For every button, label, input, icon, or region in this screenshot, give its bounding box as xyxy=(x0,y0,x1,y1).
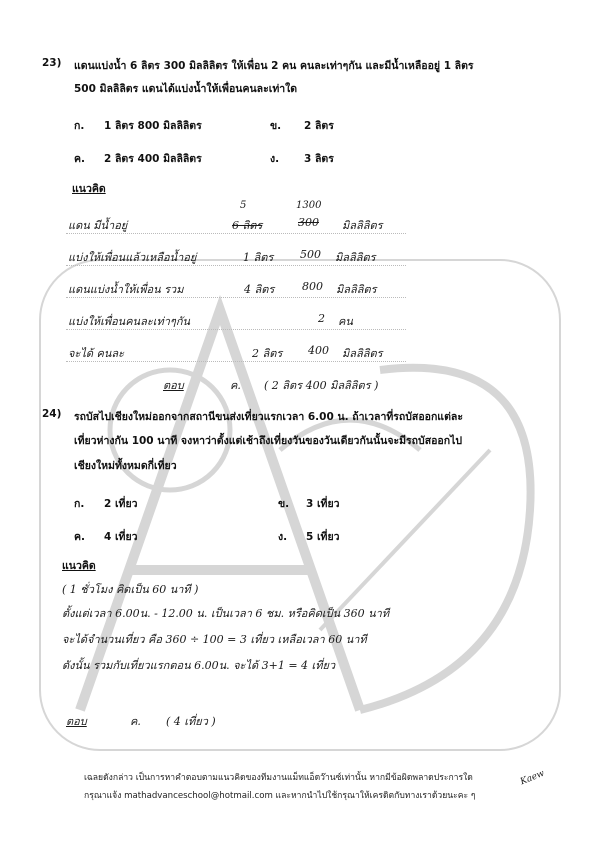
q23-row1-litres: 6 ลิตร xyxy=(232,219,263,232)
q23-option-b-letter: ข. xyxy=(270,120,282,132)
q24-option-c-text: 4 เที่ยว xyxy=(104,531,138,543)
q24-answer-label: ตอบ xyxy=(66,715,87,728)
q24-answer-text: ( 4 เที่ยว ) xyxy=(166,715,216,728)
q23-carry-millilitres: 1300 xyxy=(296,200,322,211)
q23-row1-ml-value: 300 xyxy=(298,216,319,229)
q23-row2-ml-value: 500 xyxy=(300,248,321,261)
footer-disclaimer-line-1: เฉลยดังกล่าว เป็นการหาคำตอบตามแนวคิดของทีมงานแม็ทแอ็ดว๊านซ์เท่านั้น หากมีข้อผิดพลาดประการใด xyxy=(84,773,473,783)
q23-method-heading: แนวคิด xyxy=(72,183,106,195)
question-24-number: 24) xyxy=(42,408,62,420)
q24-option-d-text: 5 เที่ยว xyxy=(306,531,340,543)
q23-row1-ml-unit: มิลลิลิตร xyxy=(342,219,383,232)
question-23-line-2: 500 มิลลิลิตร แดนได้แบ่งน้ำให้เพื่อนคนละเท่าใด xyxy=(74,83,298,95)
q23-row3-litres: 4 ลิตร xyxy=(244,283,275,296)
q24-option-b-text: 3 เที่ยว xyxy=(306,498,340,510)
q23-row2-ml-unit: มิลลิลิตร xyxy=(335,251,376,264)
q23-carry-litres: 5 xyxy=(240,200,247,211)
q23-row1-dotted-line xyxy=(66,233,406,234)
q23-answer-letter: ค. xyxy=(230,379,241,392)
q23-option-d-letter: ง. xyxy=(270,153,280,165)
question-24-line-1: รถบัสไปเชียงใหม่ออกจากสถานีขนส่งเที่ยวแรกเวลา 6.00 น. ถ้าเวลาที่รถบัสออกแต่ละ xyxy=(74,411,463,423)
question-23-number: 23) xyxy=(42,57,62,69)
q24-answer-letter: ค. xyxy=(130,715,141,728)
q23-row3-label: แดนแบ่งน้ำให้เพื่อน รวม xyxy=(68,283,184,296)
q24-work-line-1: ( 1 ชั่วโมง คิดเป็น 60 นาที ) xyxy=(62,583,199,596)
q23-row2-label: แบ่งให้เพื่อนแล้วเหลือน้ำอยู่ xyxy=(68,251,197,264)
q23-option-b-text: 2 ลิตร xyxy=(304,120,334,132)
q23-row1-label: แดน มีน้ำอยู่ xyxy=(68,219,128,232)
q23-row5-dotted-line xyxy=(66,361,406,362)
q24-option-d-letter: ง. xyxy=(278,531,288,543)
q23-row5-ml-value: 400 xyxy=(308,344,329,357)
q23-row4-people-unit: คน xyxy=(338,315,353,328)
q23-row2-dotted-line xyxy=(66,265,406,266)
handwritten-signature: Kaew xyxy=(519,768,547,788)
q24-option-a-letter: ก. xyxy=(74,498,85,510)
q23-row4-people-count: 2 xyxy=(318,312,325,325)
q23-row2-litres: 1 ลิตร xyxy=(243,251,274,264)
q24-work-line-2: ตั้งแต่เวลา 6.00น. - 12.00 น. เป็นเวลา 6 ชม. หรือคิดเป็น 360 นาที xyxy=(62,607,390,620)
q23-row5-litres: 2 ลิตร xyxy=(252,347,283,360)
question-24-line-3: เชียงใหม่ทั้งหมดกี่เที่ยว xyxy=(74,460,177,472)
q24-option-b-letter: ข. xyxy=(278,498,290,510)
q23-row3-dotted-line xyxy=(66,297,406,298)
q24-work-line-4: ดังนั้น รวมกับเที่ยวแรกตอน 6.00น. จะได้ 3+1 = 4 เที่ยว xyxy=(62,659,336,672)
q24-method-heading: แนวคิด xyxy=(62,560,96,572)
q23-row4-dotted-line xyxy=(66,329,406,330)
q23-option-d-text: 3 ลิตร xyxy=(304,153,334,165)
q24-option-c-letter: ค. xyxy=(74,531,86,543)
q23-answer-text: ( 2 ลิตร 400 มิลลิลิตร ) xyxy=(264,379,379,392)
q24-option-a-text: 2 เที่ยว xyxy=(104,498,138,510)
q23-row4-label: แบ่งให้เพื่อนคนละเท่าๆกัน xyxy=(68,315,191,328)
q24-work-line-3: จะได้จำนวนเที่ยว คือ 360 ÷ 100 = 3 เที่ยว เหลือเวลา 60 นาที xyxy=(62,633,367,646)
q23-option-c-text: 2 ลิตร 400 มิลลิลิตร xyxy=(104,153,202,165)
q23-row5-label: จะได้ คนละ xyxy=(68,347,125,360)
q23-answer-label: ตอบ xyxy=(163,379,184,392)
question-24-line-2: เที่ยวห่างกัน 100 นาที จงหาว่าตั้งแต่เช้าถึงเที่ยงวันของวันเดียวกันนั้นจะมีรถบัสออกไป xyxy=(74,435,463,447)
q23-option-c-letter: ค. xyxy=(74,153,86,165)
q23-option-a-letter: ก. xyxy=(74,120,85,132)
q23-row5-ml-unit: มิลลิลิตร xyxy=(342,347,383,360)
q23-option-a-text: 1 ลิตร 800 มิลลิลิตร xyxy=(104,120,202,132)
q23-row3-ml-value: 800 xyxy=(302,280,323,293)
footer-disclaimer-line-2: กรุณาแจ้ง mathadvanceschool@hotmail.com และหากนำไปใช้กรุณาให้เครดิตกับทางเราด้วยนะคะ ๆ xyxy=(84,791,476,801)
question-23-line-1: แดนแบ่งน้ำ 6 ลิตร 300 มิลลิลิตร ให้เพื่อน 2 คน คนละเท่าๆกัน และมีน้ำเหลืออยู่ 1 ลิตร xyxy=(74,60,474,72)
q23-row3-ml-unit: มิลลิลิตร xyxy=(336,283,377,296)
